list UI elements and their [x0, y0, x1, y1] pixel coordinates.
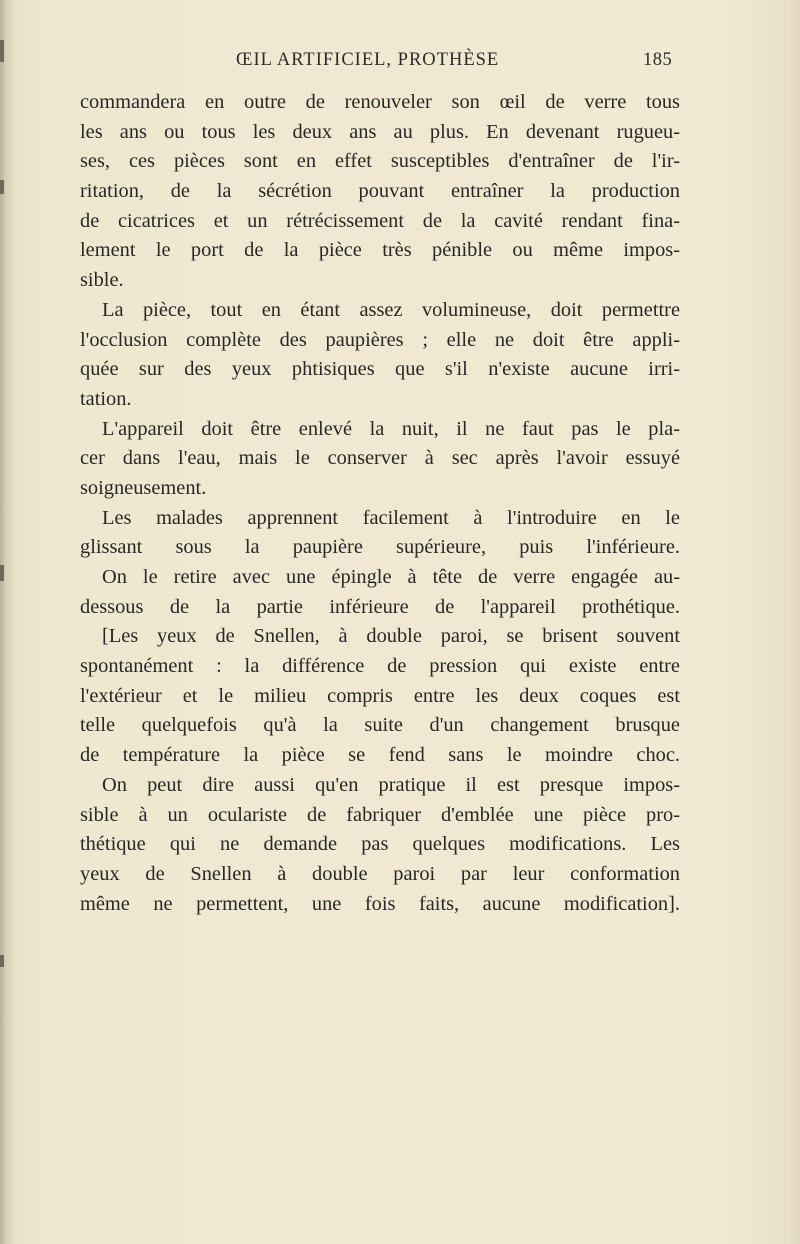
text-line: tation.	[80, 387, 132, 410]
text-line: l'occlusion complète des paupières ; elle ne doit être appli-	[80, 328, 680, 351]
text-line: sible à un oculariste de fabriquer d'emblée une pièce pro-	[80, 803, 680, 826]
text-line: commandera en outre de renouveler son œil de verre tous	[80, 91, 680, 113]
text-line: yeux de Snellen à double paroi par leur conformation	[80, 862, 680, 885]
binding-edge-mark	[0, 955, 4, 967]
page-number: 185	[643, 50, 673, 70]
text-line: de cicatrices et un rétrécissement de la cavité rendant fina-	[80, 209, 680, 232]
binding-edge-mark	[0, 565, 4, 581]
text-line: On le retire avec une épingle à tête de verre engagée au-	[102, 566, 680, 588]
text-line: l'extérieur et le milieu compris entre les deux coques est	[80, 684, 680, 707]
text-line: soigneusement.	[80, 476, 207, 499]
text-line: de température la pièce se fend sans le moindre choc.	[80, 744, 680, 767]
text-line: L'appareil doit être enlevé la nuit, il ne faut pas le pla-	[102, 417, 680, 440]
binding-edge-mark	[0, 180, 4, 194]
text-line: ses, ces pièces sont en effet susceptibles d'entraîner de l'ir-	[80, 150, 680, 173]
text-line: glissant sous la paupière supérieure, puis l'inférieure.	[80, 536, 680, 559]
text-line: ritation, de la sécrétion pouvant entraîner la production	[80, 180, 680, 203]
text-line: même ne permettent, une fois faits, aucune modification].	[80, 892, 680, 915]
text-line: quée sur des yeux phtisiques que s'il n'existe aucune irri-	[80, 358, 680, 381]
text-line: lement le port de la pièce très pénible ou même impos-	[80, 239, 680, 262]
body-text	[80, 88, 680, 919]
text-line: La pièce, tout en étant assez volumineuse, doit permettre	[102, 298, 680, 321]
text-line: telle quelquefois qu'à la suite d'un changement brusque	[80, 714, 680, 737]
text-line: On peut dire aussi qu'en pratique il est presque impos-	[102, 773, 680, 796]
text-line: sible.	[80, 269, 124, 292]
text-line: les ans ou tous les deux ans au plus. En devenant rugueu-	[80, 120, 680, 143]
text-line: [Les yeux de Snellen, à double paroi, se brisent souvent	[102, 625, 680, 648]
text-line: thétique qui ne demande pas quelques modifications. Les	[80, 833, 680, 856]
text-line: Les malades apprennent facilement à l'introduire en le	[102, 506, 680, 529]
text-line: cer dans l'eau, mais le conserver à sec après l'avoir essuyé	[80, 447, 680, 470]
page-header	[0, 50, 800, 76]
text-line: dessous de la partie inférieure de l'appareil prothétique.	[80, 595, 680, 618]
running-title: ŒIL ARTIFICIEL, PROTHÈSE	[236, 50, 500, 70]
text-line: spontanément : la différence de pression qui existe entre	[80, 655, 680, 678]
